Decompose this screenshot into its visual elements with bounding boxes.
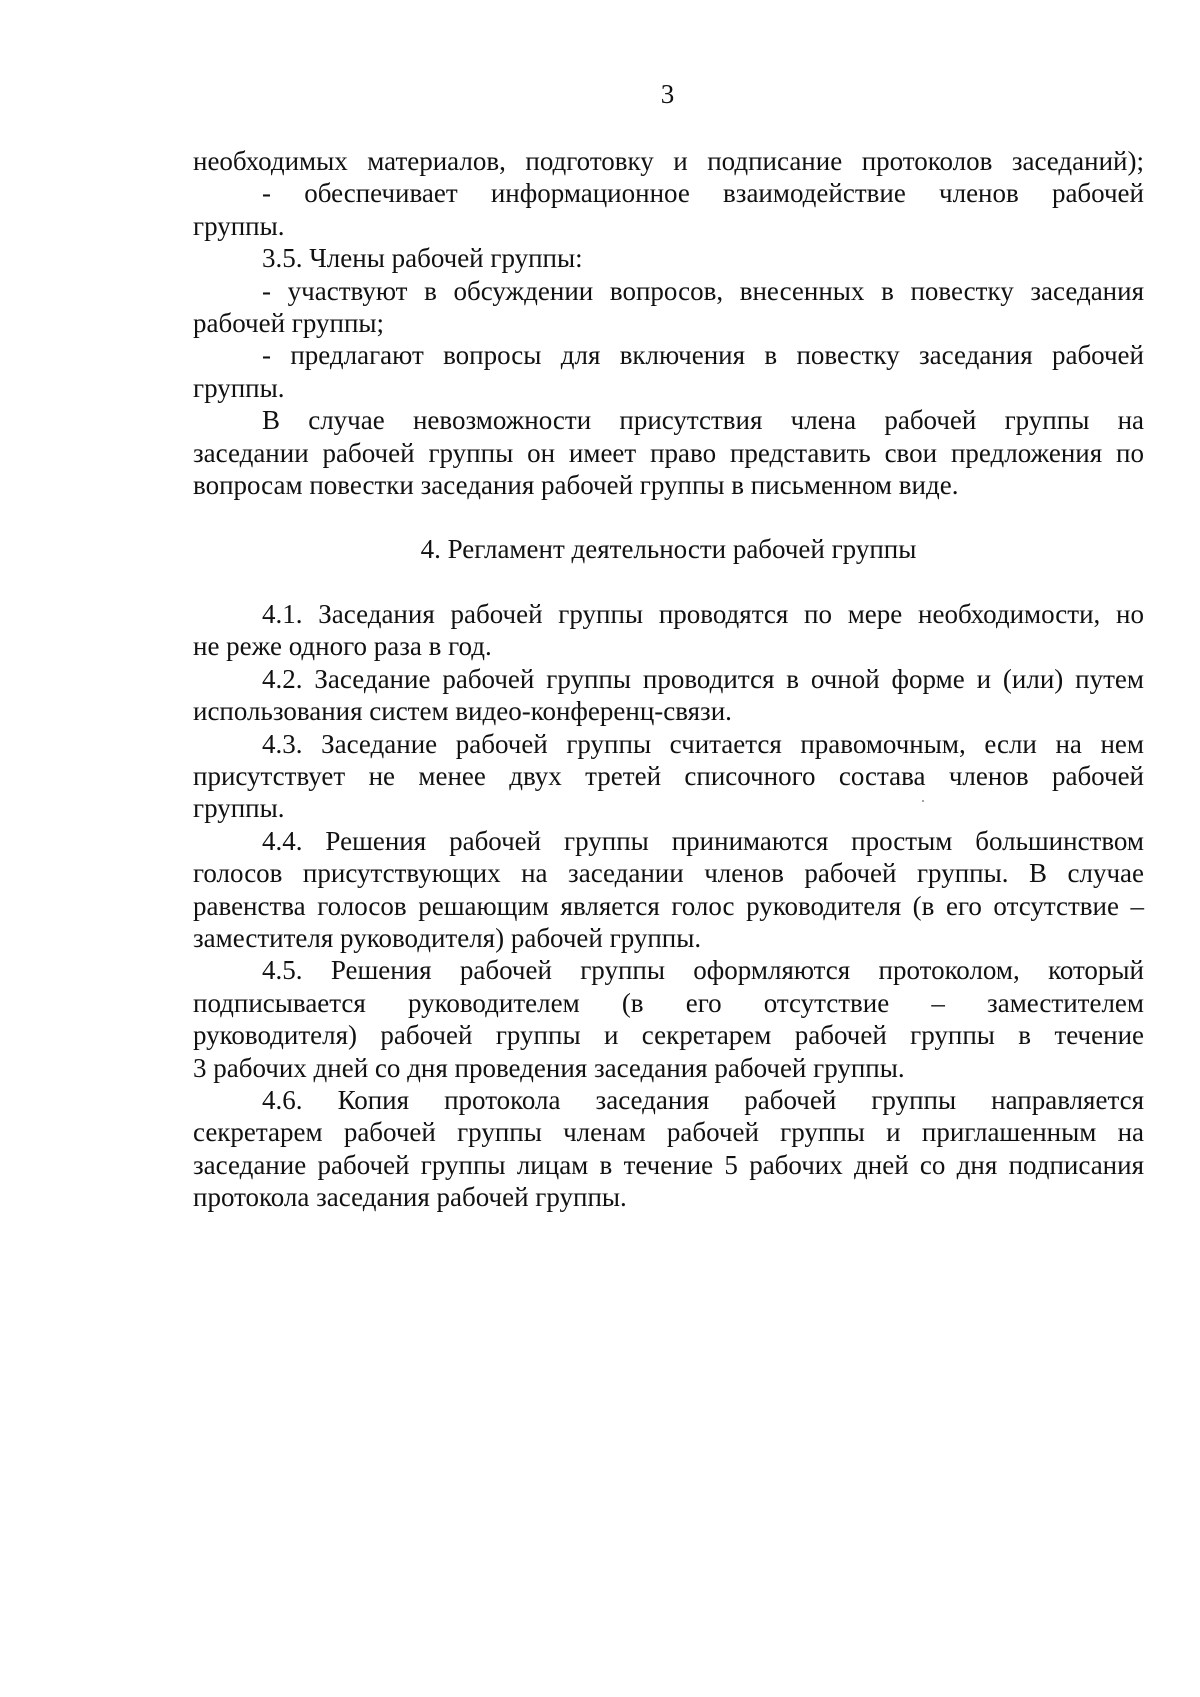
text-line: заседании рабочей группы он имеет право представить свои предложения по [193, 437, 1144, 468]
text-line: 4.4. Решения рабочей группы принимаются простым большинством [262, 825, 1144, 856]
text-line: группы. [193, 793, 285, 824]
text-line: группы. [193, 372, 285, 403]
text-line: 4.3. Заседание рабочей группы считается правомочным, если на нем [262, 728, 1144, 759]
text-line: 3.5. Члены рабочей группы: [262, 243, 583, 274]
text-line: заседание рабочей группы лицам в течение 5 рабочих дней со дня подписания [193, 1149, 1144, 1180]
paragraph-4-1 [193, 598, 1144, 663]
text-line: подписывается руководителем (в его отсутствие – заместителем [193, 987, 1144, 1018]
paragraph-4-3 [193, 728, 1144, 825]
text-line: голосов присутствующих на заседании членов рабочей группы. В случае [193, 858, 1144, 889]
paragraph-absence [193, 404, 1144, 501]
text-line: 4.5. Решения рабочей группы оформляются протоколом, который [262, 955, 1144, 986]
text-line: - предлагают вопросы для включения в повестку заседания рабочей [262, 340, 1144, 371]
text-line: руководителя) рабочей группы и секретарем рабочей группы в течение [193, 1020, 1144, 1051]
text-line: присутствует не менее двух третей списочного состава членов рабочей [193, 760, 1144, 791]
text-line: протокола заседания рабочей группы. [193, 1182, 627, 1213]
paragraph-4-5 [193, 954, 1144, 1084]
paragraph-4-4 [193, 825, 1144, 955]
text-line: равенства голосов решающим является голос руководителя (в его отсутствие – [193, 890, 1144, 921]
text-line: рабочей группы; [193, 308, 385, 339]
text-line: не реже одного раза в год. [193, 631, 492, 662]
paragraph-3-5 [193, 242, 1144, 404]
text-line: секретарем рабочей группы членам рабочей группы и приглашенным на [193, 1117, 1144, 1148]
text-line: использования систем видео-конференц-связи. [193, 696, 732, 727]
text-line: В случае невозможности присутствия члена рабочей группы на [262, 405, 1144, 436]
text-line: - обеспечивает информационное взаимодействие членов рабочей [262, 178, 1144, 209]
page-number: 3 [660, 79, 675, 109]
scan-speck [922, 800, 924, 802]
paragraph-4-6 [193, 1084, 1144, 1214]
text-line: необходимых материалов, подготовку и подписание протоколов заседаний); [193, 146, 1144, 176]
text-line: 3 рабочих дней со дня проведения заседания рабочей группы. [193, 1052, 905, 1083]
document-body [193, 145, 1144, 1214]
text-line: 4.2. Заседание рабочей группы проводится в очной форме и (или) путем [262, 663, 1144, 694]
section-heading: 4. Регламент деятельности рабочей группы [420, 534, 917, 565]
paragraph-4-2 [193, 663, 1144, 728]
text-line: группы. [193, 210, 285, 241]
text-line: 4.6. Копия протокола заседания рабочей группы направляется [262, 1084, 1144, 1115]
text-line: заместителя руководителя) рабочей группы. [193, 922, 702, 953]
text-line: вопросам повестки заседания рабочей группы в письменном виде. [193, 470, 959, 501]
text-line: - участвуют в обсуждении вопросов, внесенных в повестку заседания [262, 275, 1144, 306]
paragraph-3-4-continuation [193, 145, 1144, 242]
text-line: 4.1. Заседания рабочей группы проводятся по мере необходимости, но [262, 598, 1144, 629]
